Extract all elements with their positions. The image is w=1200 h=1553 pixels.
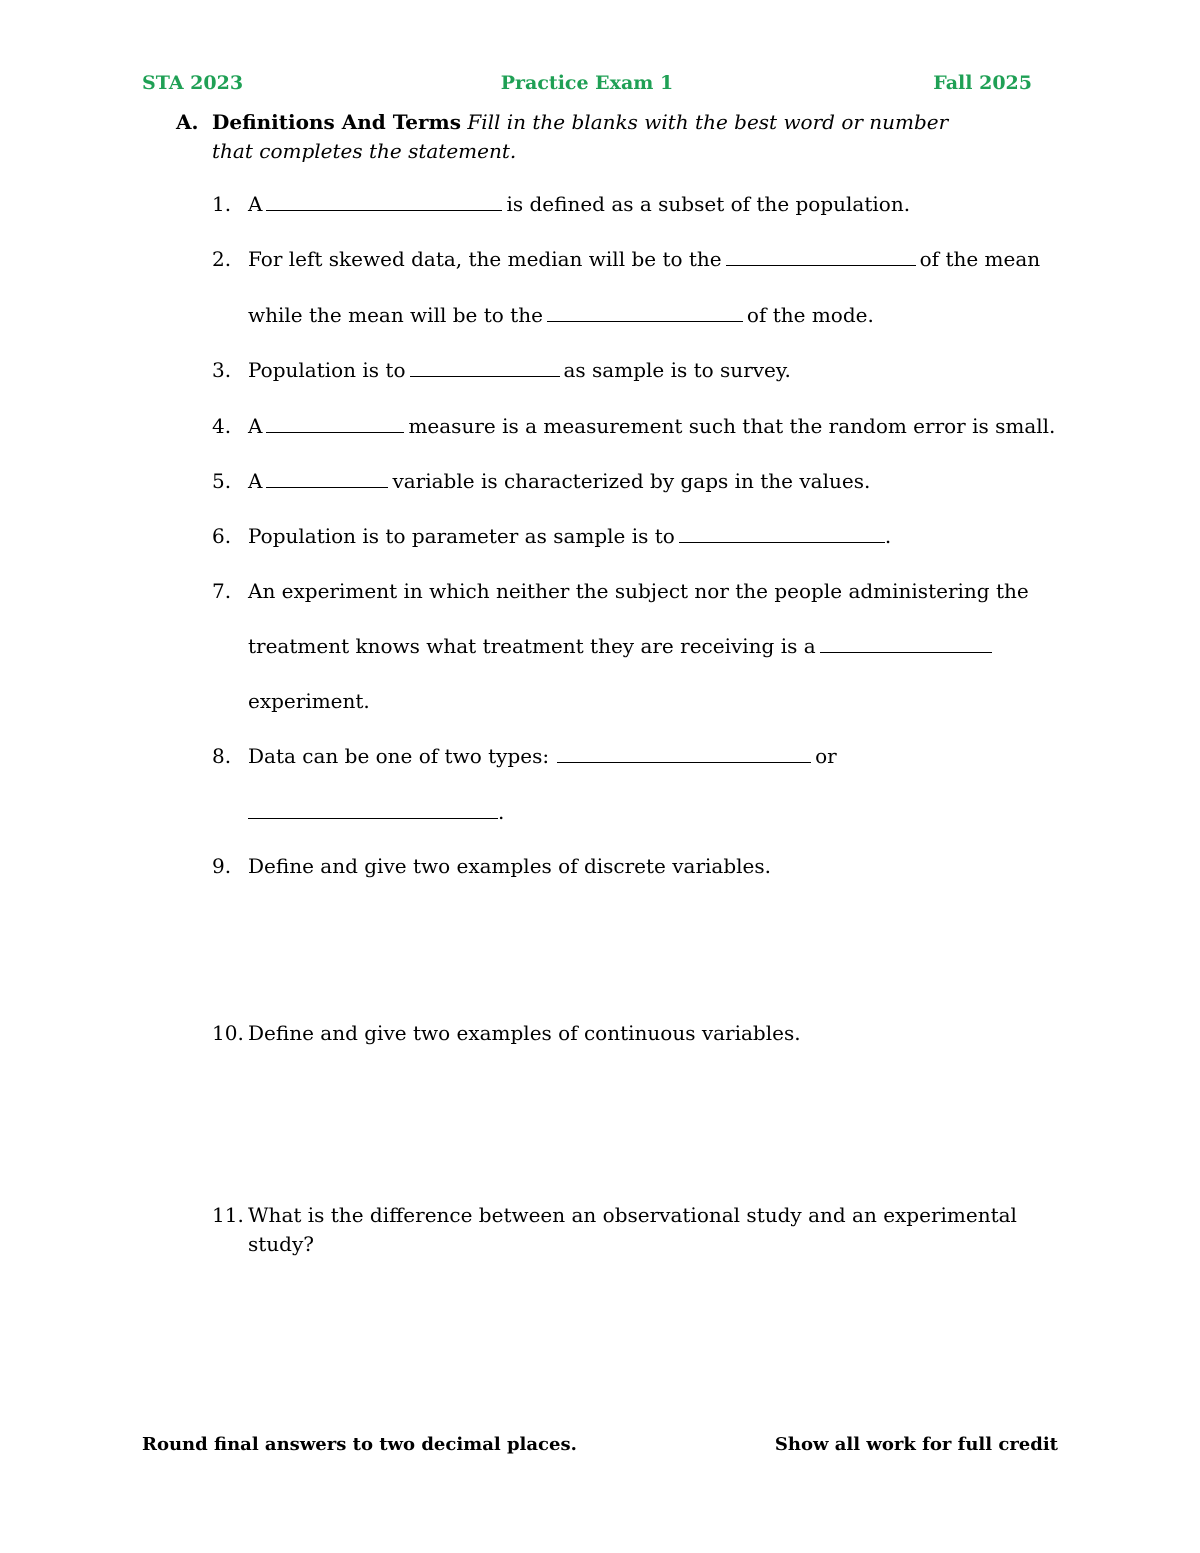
footer-rounding-note: Round final answers to two decimal places. [142, 1434, 577, 1455]
question-text-part: A [248, 192, 263, 216]
question-text-part: Population is to [248, 358, 406, 382]
page-footer [142, 1434, 1058, 1462]
question-text [248, 467, 870, 496]
answer-blank[interactable] [266, 412, 404, 433]
question-text-part: . [884, 524, 892, 548]
question-number: 1. [212, 192, 232, 216]
question-text: experiment. [248, 689, 370, 713]
question-text [248, 245, 1040, 274]
question-text [248, 356, 791, 385]
answer-blank[interactable] [266, 190, 502, 211]
question-number: 4. [212, 414, 232, 438]
question-text-part: Population is to parameter as sample is to [248, 524, 675, 548]
question-text [248, 522, 891, 551]
question-text-part: A [248, 414, 263, 438]
question-text-part: as sample is to survey. [563, 358, 791, 382]
answer-blank[interactable] [820, 632, 992, 653]
question-text-part: . [498, 800, 505, 824]
question-text [248, 742, 837, 771]
section-heading [212, 108, 992, 166]
answer-blank[interactable] [248, 798, 498, 819]
footer-work-note: Show all work for full credit [774, 1434, 1058, 1455]
question-text-part: or [815, 744, 837, 768]
question-text: Define and give two examples of discrete variables. [248, 854, 772, 878]
question-number: 3. [212, 358, 232, 382]
question-text [248, 412, 1055, 441]
question-text-part: of the mean [919, 247, 1041, 271]
question-number: 2. [212, 247, 232, 271]
answer-blank[interactable] [547, 301, 743, 322]
question-number: 9. [212, 854, 232, 878]
question-text-part: measure is a measurement such that the random error is small. [408, 414, 1056, 438]
answer-blank[interactable] [410, 356, 560, 377]
question-text [248, 301, 874, 330]
term: Fall 2025 [933, 72, 1032, 94]
answer-blank[interactable] [679, 522, 885, 543]
question-text [248, 798, 504, 827]
page-header [142, 72, 1032, 100]
question-text-part: treatment knows what treatment they are receiving is a [248, 634, 816, 658]
question-number: 5. [212, 469, 232, 493]
question-number: 6. [212, 524, 232, 548]
section-instructions: Fill in the blanks with the best word or number that completes the statement. [212, 110, 949, 163]
question-text: Define and give two examples of continuous variables. [248, 1021, 801, 1045]
question-number: 10. [212, 1021, 244, 1045]
question-number: 11. [212, 1203, 244, 1227]
question-text [248, 190, 910, 219]
question-text-part: of the mode. [746, 303, 874, 327]
answer-blank[interactable] [557, 742, 811, 763]
question-text: What is the difference between an observational study and an experimental study? [248, 1203, 1017, 1256]
section-title: Definitions And Terms [212, 110, 461, 134]
question-text [248, 632, 996, 661]
question-text-part: Data can be one of two types: [248, 744, 550, 768]
answer-blank[interactable] [726, 245, 916, 266]
section-letter: A. [176, 110, 199, 134]
question-number: 8. [212, 744, 232, 768]
question-text-part: while the mean will be to the [248, 303, 543, 327]
course-code: STA 2023 [142, 72, 244, 94]
question-text: An experiment in which neither the subject nor the people administering the [248, 579, 1029, 603]
question-text-part: is defined as a subset of the population. [506, 192, 911, 216]
question-number: 7. [212, 579, 232, 603]
answer-blank[interactable] [266, 467, 388, 488]
exam-title: Practice Exam 1 [500, 72, 674, 94]
question-text-part: For left skewed data, the median will be to the [248, 247, 722, 271]
question-text-part: A [248, 469, 263, 493]
question-text-part: variable is characterized by gaps in the values. [392, 469, 871, 493]
